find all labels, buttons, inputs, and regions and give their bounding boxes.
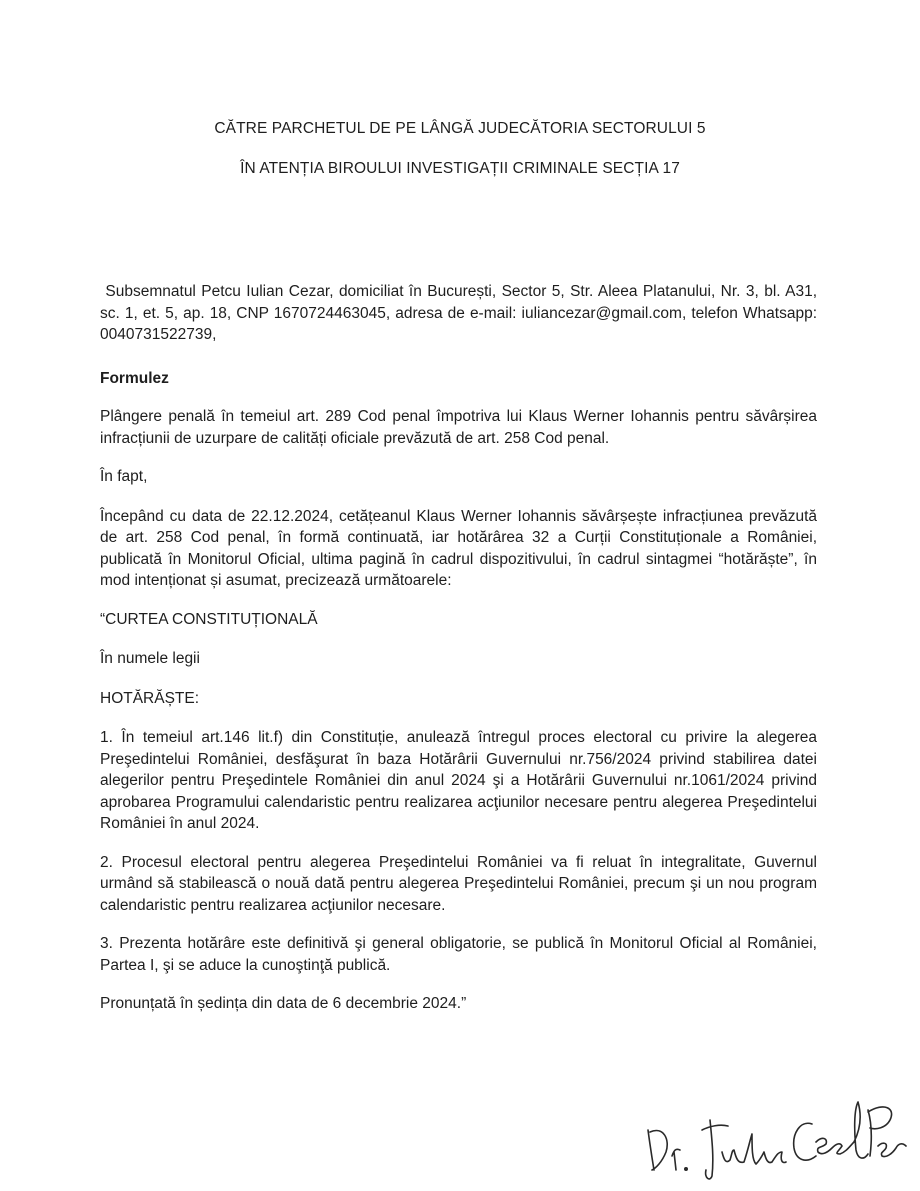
in-fapt-label: În fapt,	[100, 468, 148, 485]
facts-paragraph: Începând cu data de 22.12.2024, cetățeanul Klaus Werner Iohannis săvârșește infracțiunea prevăzută de art. 258 Cod penal, în formă continuată, iar hotărârea 32 a Curții Constituționale a României, publicată în Monitorul Oficial, ultima pagină în cadrul dispozitivului, în cadrul sintagmei “hotărăște”, în mod intenționat și asumat, precizează următoarele:	[100, 507, 817, 589]
decision-point-2: 2. Procesul electoral pentru alegerea Preşedintelui României va fi reluat în integralitate, Guvernul urmând să stabilească o nouă dată pentru alegerea Preşedintelui României, precum şi un nou program calendaristic pentru realizarea acţiunilor necesare.	[100, 853, 817, 914]
handwritten-signature	[640, 1090, 910, 1180]
pronuntata-line: Pronunțată în ședința din data de 6 decembrie 2024.”	[100, 995, 467, 1012]
addressee-line: CĂTRE PARCHETUL DE PE LÂNGĂ JUDECĂTORIA SECTORULUI 5	[214, 120, 706, 137]
in-numele-legii: În numele legii	[100, 650, 200, 667]
attention-line: ÎN ATENȚIA BIROULUI INVESTIGAȚII CRIMINALE SECȚIA 17	[240, 160, 680, 177]
decision-point-1: 1. În temeiul art.146 lit.f) din Constituție, anulează întregul proces electoral cu privire la alegerea Preşedintelui României, desfăşurat în baza Hotărârii Guvernului nr.756/2024 privind stabilirea datei alegerilor pentru Preşedintele României din anul 2024 şi a Hotărârii Guvernului nr.1061/2024 privind aprobarea Programului calendaristic pentru realizarea acţiunilor necesare pentru alegerea Preşedintelui României în anul 2024.	[100, 729, 817, 832]
decision-point-3: 3. Prezenta hotărâre este definitivă şi general obligatorie, se publică în Monitorul Oficial al României, Partea I, şi se aduce la cunoştinţă publică.	[100, 935, 817, 974]
intro-paragraph: Subsemnatul Petcu Iulian Cezar, domiciliat în București, Sector 5, Str. Aleea Platanului, Nr. 3, bl. A31, sc. 1, et. 5, ap. 18, CNP 1670724463045, adresa de e-mail: iuliancezar@gmail.com, telefon Whatsapp: 0040731522739,	[100, 283, 822, 343]
court-name: “CURTEA CONSTITUȚIONALĂ	[100, 610, 318, 628]
formulez-heading: Formulez	[100, 369, 169, 387]
document-body	[100, 281, 822, 1015]
hotaraste-label: HOTĂRĂȘTE:	[100, 689, 200, 707]
complaint-paragraph: Plângere penală în temeiul art. 289 Cod penal împotriva lui Klaus Werner Iohannis pentru săvârșirea infracțiunii de uzurpare de calități oficiale prevăzută de art. 258 Cod penal.	[100, 408, 817, 447]
